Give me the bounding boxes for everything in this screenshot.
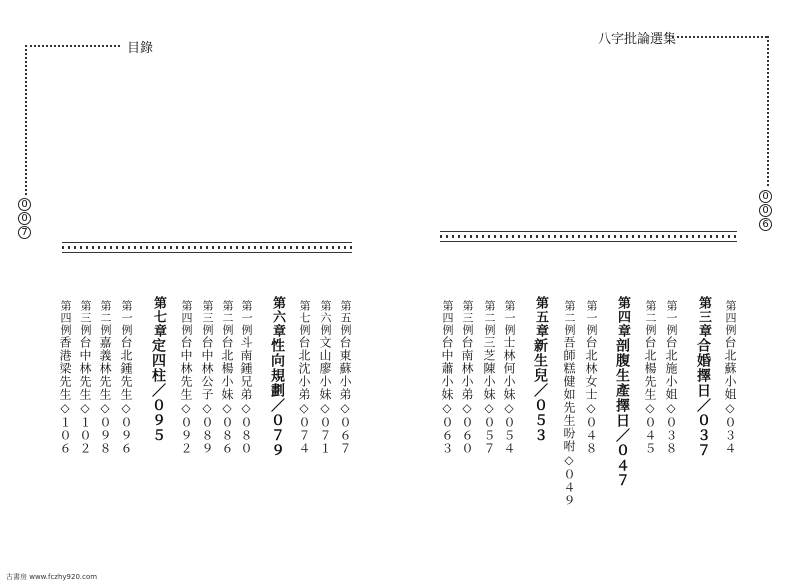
toc-entry-page: ０３７ bbox=[695, 413, 711, 458]
toc-entry-label: 第二例 bbox=[563, 300, 576, 336]
toc-entry-separator: ◇ bbox=[502, 401, 516, 416]
toc-entry-separator: ／ bbox=[695, 398, 711, 413]
right-header-title: 八字批論選集 bbox=[598, 32, 677, 47]
left-header-rule bbox=[25, 45, 120, 47]
toc-entry bbox=[501, 300, 518, 455]
toc-entry-title: 吾師糕健如先生吩咐 bbox=[562, 336, 576, 453]
toc-entry-title: 新生兒 bbox=[532, 338, 548, 383]
toc-entry-separator: ◇ bbox=[78, 401, 92, 416]
toc-entry-label: 第二例 bbox=[483, 300, 496, 336]
toc-entry-page: ０８９ bbox=[200, 416, 214, 455]
toc-entry-separator: ◇ bbox=[643, 401, 657, 416]
left-page-number bbox=[18, 198, 31, 240]
toc-entry-title: 台北沈小弟 bbox=[297, 336, 311, 401]
toc-entry bbox=[219, 300, 236, 455]
toc-entry bbox=[199, 300, 216, 455]
right-edge-rule bbox=[767, 36, 769, 186]
toc-entry-title: 香港梁先生 bbox=[58, 336, 72, 401]
left-decorative-border bbox=[62, 242, 352, 253]
toc-entry-label: 第一例 bbox=[503, 300, 516, 336]
toc-entry-page: ０７９ bbox=[269, 413, 285, 458]
left-header-title: 目錄 bbox=[127, 41, 154, 56]
toc-entry-page: ０９８ bbox=[98, 416, 112, 455]
toc-entry bbox=[317, 300, 334, 455]
left-page-digit-3: 7 bbox=[18, 226, 31, 239]
toc-entry-label: 第二例 bbox=[644, 300, 657, 336]
toc-entry-separator: ◇ bbox=[562, 453, 576, 468]
toc-entry-label: 第三例 bbox=[201, 300, 214, 336]
toc-entry-label: 第五例 bbox=[339, 300, 352, 336]
toc-entry-title: 三芝陳小妹 bbox=[482, 336, 496, 401]
right-page-digit-2: 0 bbox=[759, 204, 772, 217]
left-page-digit-2: 0 bbox=[18, 212, 31, 225]
toc-entry-page: ０４７ bbox=[614, 443, 630, 488]
toc-entry bbox=[561, 300, 578, 507]
toc-chapter bbox=[530, 296, 550, 443]
right-page-digit-1: 0 bbox=[759, 190, 772, 203]
toc-entry-title: 台北楊小妹 bbox=[220, 336, 234, 401]
toc-entry-page: ０４９ bbox=[562, 468, 576, 507]
right-page-number bbox=[759, 190, 772, 232]
toc-entry-label: 第一例 bbox=[585, 300, 598, 336]
toc-entry-title: 台中林先生 bbox=[179, 336, 193, 401]
toc-entry-page: １０２ bbox=[78, 416, 92, 455]
toc-entry bbox=[296, 300, 313, 455]
toc-entry-title: 台中林先生 bbox=[78, 336, 92, 401]
right-decorative-border bbox=[440, 231, 737, 242]
toc-entry-title: 文山廖小妹 bbox=[318, 336, 332, 401]
left-page-digit-1: 0 bbox=[18, 198, 31, 211]
toc-entry-page: ０５７ bbox=[482, 416, 496, 455]
toc-entry-separator: ◇ bbox=[297, 401, 311, 416]
toc-entry-title: 台中林公子 bbox=[200, 336, 214, 401]
toc-entry-title: 剖腹生產擇日 bbox=[614, 338, 630, 428]
toc-entry-label: 第六例 bbox=[319, 300, 332, 336]
toc-entry-label: 第一例 bbox=[240, 300, 253, 336]
toc-entry-separator: ／ bbox=[614, 428, 630, 443]
toc-entry-title: 台北鍾先生 bbox=[119, 336, 133, 401]
toc-entry-separator: ◇ bbox=[482, 401, 496, 416]
toc-entry-title: 嘉義林先生 bbox=[98, 336, 112, 401]
toc-chapter bbox=[612, 296, 632, 488]
toc-entry-label: 第六章 bbox=[270, 296, 285, 338]
toc-entry-page: ０７１ bbox=[318, 416, 332, 455]
toc-entry-page: ０３４ bbox=[723, 416, 737, 455]
toc-entry-label: 第四例 bbox=[180, 300, 193, 336]
toc-entry-separator: ／ bbox=[269, 398, 285, 413]
toc-entry-page: ０９２ bbox=[179, 416, 193, 455]
toc-entry-separator: ◇ bbox=[98, 401, 112, 416]
toc-entry-separator: ◇ bbox=[119, 401, 133, 416]
toc-entry-separator: ◇ bbox=[200, 401, 214, 416]
toc-entry-page: ０４５ bbox=[643, 416, 657, 455]
toc-entry-separator: ◇ bbox=[338, 401, 352, 416]
toc-entry-separator: ◇ bbox=[58, 401, 72, 416]
toc-chapter bbox=[693, 296, 713, 458]
toc-entry-title: 台北林女士 bbox=[584, 336, 598, 401]
toc-entry-separator: ◇ bbox=[664, 401, 678, 416]
toc-entry-separator: ◇ bbox=[179, 401, 193, 416]
toc-entry-label: 第三例 bbox=[461, 300, 474, 336]
toc-entry-title: 合婚擇日 bbox=[695, 338, 711, 398]
toc-entry-label: 第三章 bbox=[696, 296, 711, 338]
toc-entry-title: 斗南鍾兄弟 bbox=[239, 336, 253, 401]
toc-entry-separator: ◇ bbox=[318, 401, 332, 416]
toc-entry-label: 第三例 bbox=[79, 300, 92, 336]
toc-entry-label: 第一例 bbox=[120, 300, 133, 336]
toc-entry-label: 第四例 bbox=[724, 300, 737, 336]
toc-entry-page: ０８６ bbox=[220, 416, 234, 455]
toc-entry bbox=[439, 300, 456, 455]
toc-entry-title: 台北楊先生 bbox=[643, 336, 657, 401]
toc-entry-page: ０９５ bbox=[150, 398, 166, 443]
toc-entry-title: 士林何小妹 bbox=[502, 336, 516, 401]
toc-entry-title: 性向規劃 bbox=[269, 338, 285, 398]
toc-entry-separator: ／ bbox=[532, 383, 548, 398]
toc-entry-page: ０８０ bbox=[239, 416, 253, 455]
toc-chapter bbox=[267, 296, 287, 458]
toc-entry bbox=[57, 300, 74, 455]
toc-entry bbox=[97, 300, 114, 455]
toc-entry-page: ０９６ bbox=[119, 416, 133, 455]
footer-watermark: 古書房 www.fczhy920.com bbox=[6, 573, 98, 581]
toc-entry bbox=[77, 300, 94, 455]
toc-entry-separator: ◇ bbox=[723, 401, 737, 416]
toc-entry-page: ０４８ bbox=[584, 416, 598, 455]
toc-entry-title: 定四柱 bbox=[150, 338, 166, 383]
toc-entry bbox=[238, 300, 255, 455]
toc-entry-page: ０５３ bbox=[532, 398, 548, 443]
toc-entry bbox=[118, 300, 135, 455]
toc-entry bbox=[337, 300, 354, 455]
toc-entry bbox=[663, 300, 680, 455]
toc-entry-title: 台北蘇小姐 bbox=[723, 336, 737, 401]
right-header-rule bbox=[672, 36, 767, 38]
toc-entry bbox=[459, 300, 476, 455]
toc-entry bbox=[642, 300, 659, 455]
toc-entry-label: 第五章 bbox=[533, 296, 548, 338]
toc-chapter bbox=[148, 296, 168, 443]
toc-entry-label: 第七例 bbox=[298, 300, 311, 336]
toc-entry-title: 台北施小姐 bbox=[664, 336, 678, 401]
toc-entry-label: 第四例 bbox=[59, 300, 72, 336]
toc-entry-page: ０６７ bbox=[338, 416, 352, 455]
toc-entry-label: 第二例 bbox=[221, 300, 234, 336]
toc-entry-separator: ◇ bbox=[239, 401, 253, 416]
left-edge-rule bbox=[25, 45, 27, 195]
toc-entry-separator: ◇ bbox=[584, 401, 598, 416]
toc-entry-page: １０６ bbox=[58, 416, 72, 455]
toc-entry bbox=[481, 300, 498, 455]
toc-entry-title: 台南林小弟 bbox=[460, 336, 474, 401]
toc-entry-label: 第四章 bbox=[615, 296, 630, 338]
toc-entry-page: ０３８ bbox=[664, 416, 678, 455]
toc-entry-title: 台中蕭小妹 bbox=[440, 336, 454, 401]
toc-entry-label: 第二例 bbox=[99, 300, 112, 336]
toc-entry bbox=[178, 300, 195, 455]
toc-entry-page: ０６３ bbox=[440, 416, 454, 455]
toc-entry bbox=[722, 300, 739, 455]
toc-entry bbox=[583, 300, 600, 455]
toc-entry-separator: ◇ bbox=[460, 401, 474, 416]
toc-entry-separator: ◇ bbox=[220, 401, 234, 416]
toc-entry-label: 第四例 bbox=[441, 300, 454, 336]
toc-entry-label: 第七章 bbox=[151, 296, 166, 338]
toc-entry-page: ０７４ bbox=[297, 416, 311, 455]
toc-entry-title: 台東蘇小弟 bbox=[338, 336, 352, 401]
toc-entry-label: 第一例 bbox=[665, 300, 678, 336]
toc-entry-separator: ◇ bbox=[440, 401, 454, 416]
toc-entry-page: ０６０ bbox=[460, 416, 474, 455]
toc-entry-page: ０５４ bbox=[502, 416, 516, 455]
right-page-digit-3: 6 bbox=[759, 218, 772, 231]
toc-entry-separator: ／ bbox=[150, 383, 166, 398]
